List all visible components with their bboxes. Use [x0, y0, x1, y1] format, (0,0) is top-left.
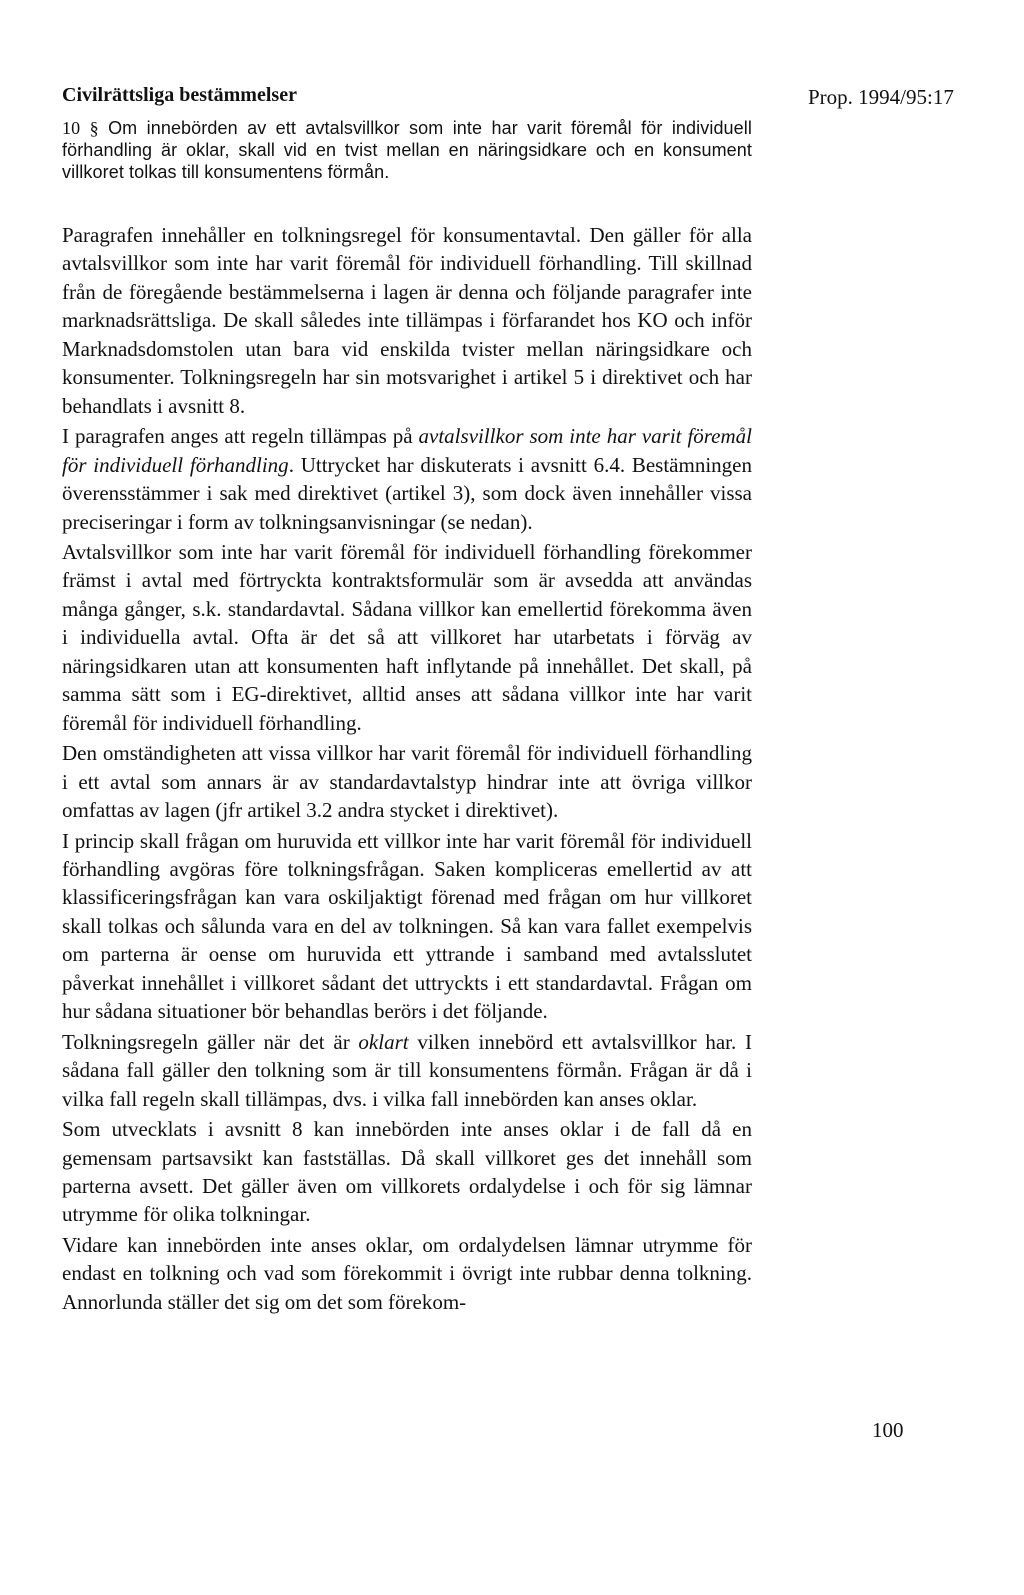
page-number: 100 [872, 1418, 904, 1442]
paragraph-emphasis: oklart [358, 1029, 409, 1054]
commentary-body [62, 221, 752, 1316]
paragraph [62, 1231, 752, 1316]
paragraph-text: vilken innebörd ett avtalsvillkor har. I sådana fall gäller den tolkning som är till konsumentens förmån. Frågan är då i vilka fall regeln skall tillämpas, dvs. i vilka fall innebörden kan anses oklar. [62, 1029, 752, 1111]
paragraph-text: Vidare kan innebörden inte anses oklar, om ordalydelsen lämnar utrymme för endast en tolkning och vad som förekommit i övrigt inte rubbar denna tolkning. Annorlunda ställer det sig om det som förekom- [62, 1232, 752, 1314]
statute-wording: Om innebörden av ett avtalsvillkor som inte har varit föremål för individuell förhandling är oklar, skall vid en tvist mellan en näringsidkare och en konsument villkoret tolkas till konsumentens förmån. [62, 118, 752, 182]
paragraph [62, 1115, 752, 1229]
section-sign: § [89, 118, 99, 138]
running-header-title: Civilrättsliga bestämmelser [62, 84, 297, 106]
paragraph [62, 1028, 752, 1113]
paragraph-text: I princip skall frågan om huruvida ett villkor inte har varit föremål för individuell förhandling avgöras före tolkningsfrågan. Saken kompliceras emellertid av att klassificeringsfrågan kan vara oskiljaktigt förenad med frågan om hur villkoret skall tolkas och sålunda vara en del av tolkningen. Så kan vara fallet exempelvis om parterna är oense om huruvida ett yttrande i samband med avtalsslutet påverkat innehållet i villkoret sådant det uttryckts i ett standardavtal. Frågan om hur sådana situationer bör behandlas berörs i det följande. [62, 828, 752, 1024]
statute-text-block [62, 117, 752, 183]
paragraph-emphasis: avtalsvillkor som inte har varit föremål för individuell förhandling [62, 424, 752, 477]
paragraph-text: Som utvecklats i avsnitt 8 kan innebörden inte anses oklar i de fall då en gemensam partsavsikt kan fastställas. Då skall villkoret ges det innehåll som parterna avsett. Det gäller även om villkorets ordalydelse i och för sig lämnar utrymme för olika tolkningar. [62, 1117, 752, 1227]
paragraph-text: Avtalsvillkor som inte har varit föremål för individuell förhandling förekommer främst i avtal med förtryckta kontraktsformulär som är avsedda att användas många gånger, s.k. standardavtal. Sådana villkor kan emellertid förekomma även i individuella avtal. Ofta är det så att villkoret har utarbetats i förväg av näringsidkaren utan att konsumenten haft inflytande på innehållet. Det skall, på samma sätt som i EG-direktivet, alltid anses att sådana villkor inte har varit föremål för individuell förhandling. [62, 539, 752, 735]
paragraph-text: Tolkningsregeln gäller när det är [62, 1029, 359, 1054]
paragraph-text: Den omständigheten att vissa villkor har varit föremål för individuell förhandling i ett avtal som annars är av standardavtalstyp hindrar inte att övriga villkor omfattas av lagen (jfr artikel 3.2 andra stycket i direktivet). [62, 741, 752, 823]
running-header-proposition: Prop. 1994/95:17 [808, 85, 954, 109]
paragraph [62, 221, 752, 420]
paragraph-text: I paragrafen anges att regeln tillämpas på [62, 424, 419, 449]
paragraph-text: Paragrafen innehåller en tolkningsregel för konsumentavtal. Den gäller för alla avtalsvillkor som inte har varit föremål för individuell förhandling. Till skillnad från de föregående bestämmelserna i lagen är denna och följande paragrafer inte marknadsrättsliga. De skall således inte tillämpas i förfarandet hos KO och inför Marknadsdomstolen utan bara vid enskilda tvister mellan näringsidkare och konsumenter. Tolkningsregeln har sin motsvarighet i artikel 5 i direktivet och har behandlats i avsnitt 8. [62, 223, 752, 418]
paragraph [62, 827, 752, 1026]
paragraph [62, 739, 752, 824]
paragraph-text: . Uttrycket har diskuterats i avsnitt 6.4. Bestämningen överensstämmer i sak med direktivet (artikel 3), som dock även innehåller vissa preciseringar i form av tolkningsanvisningar (se nedan). [62, 452, 752, 534]
statute-number: 10 [62, 118, 81, 138]
paragraph [62, 538, 752, 737]
paragraph [62, 422, 752, 536]
